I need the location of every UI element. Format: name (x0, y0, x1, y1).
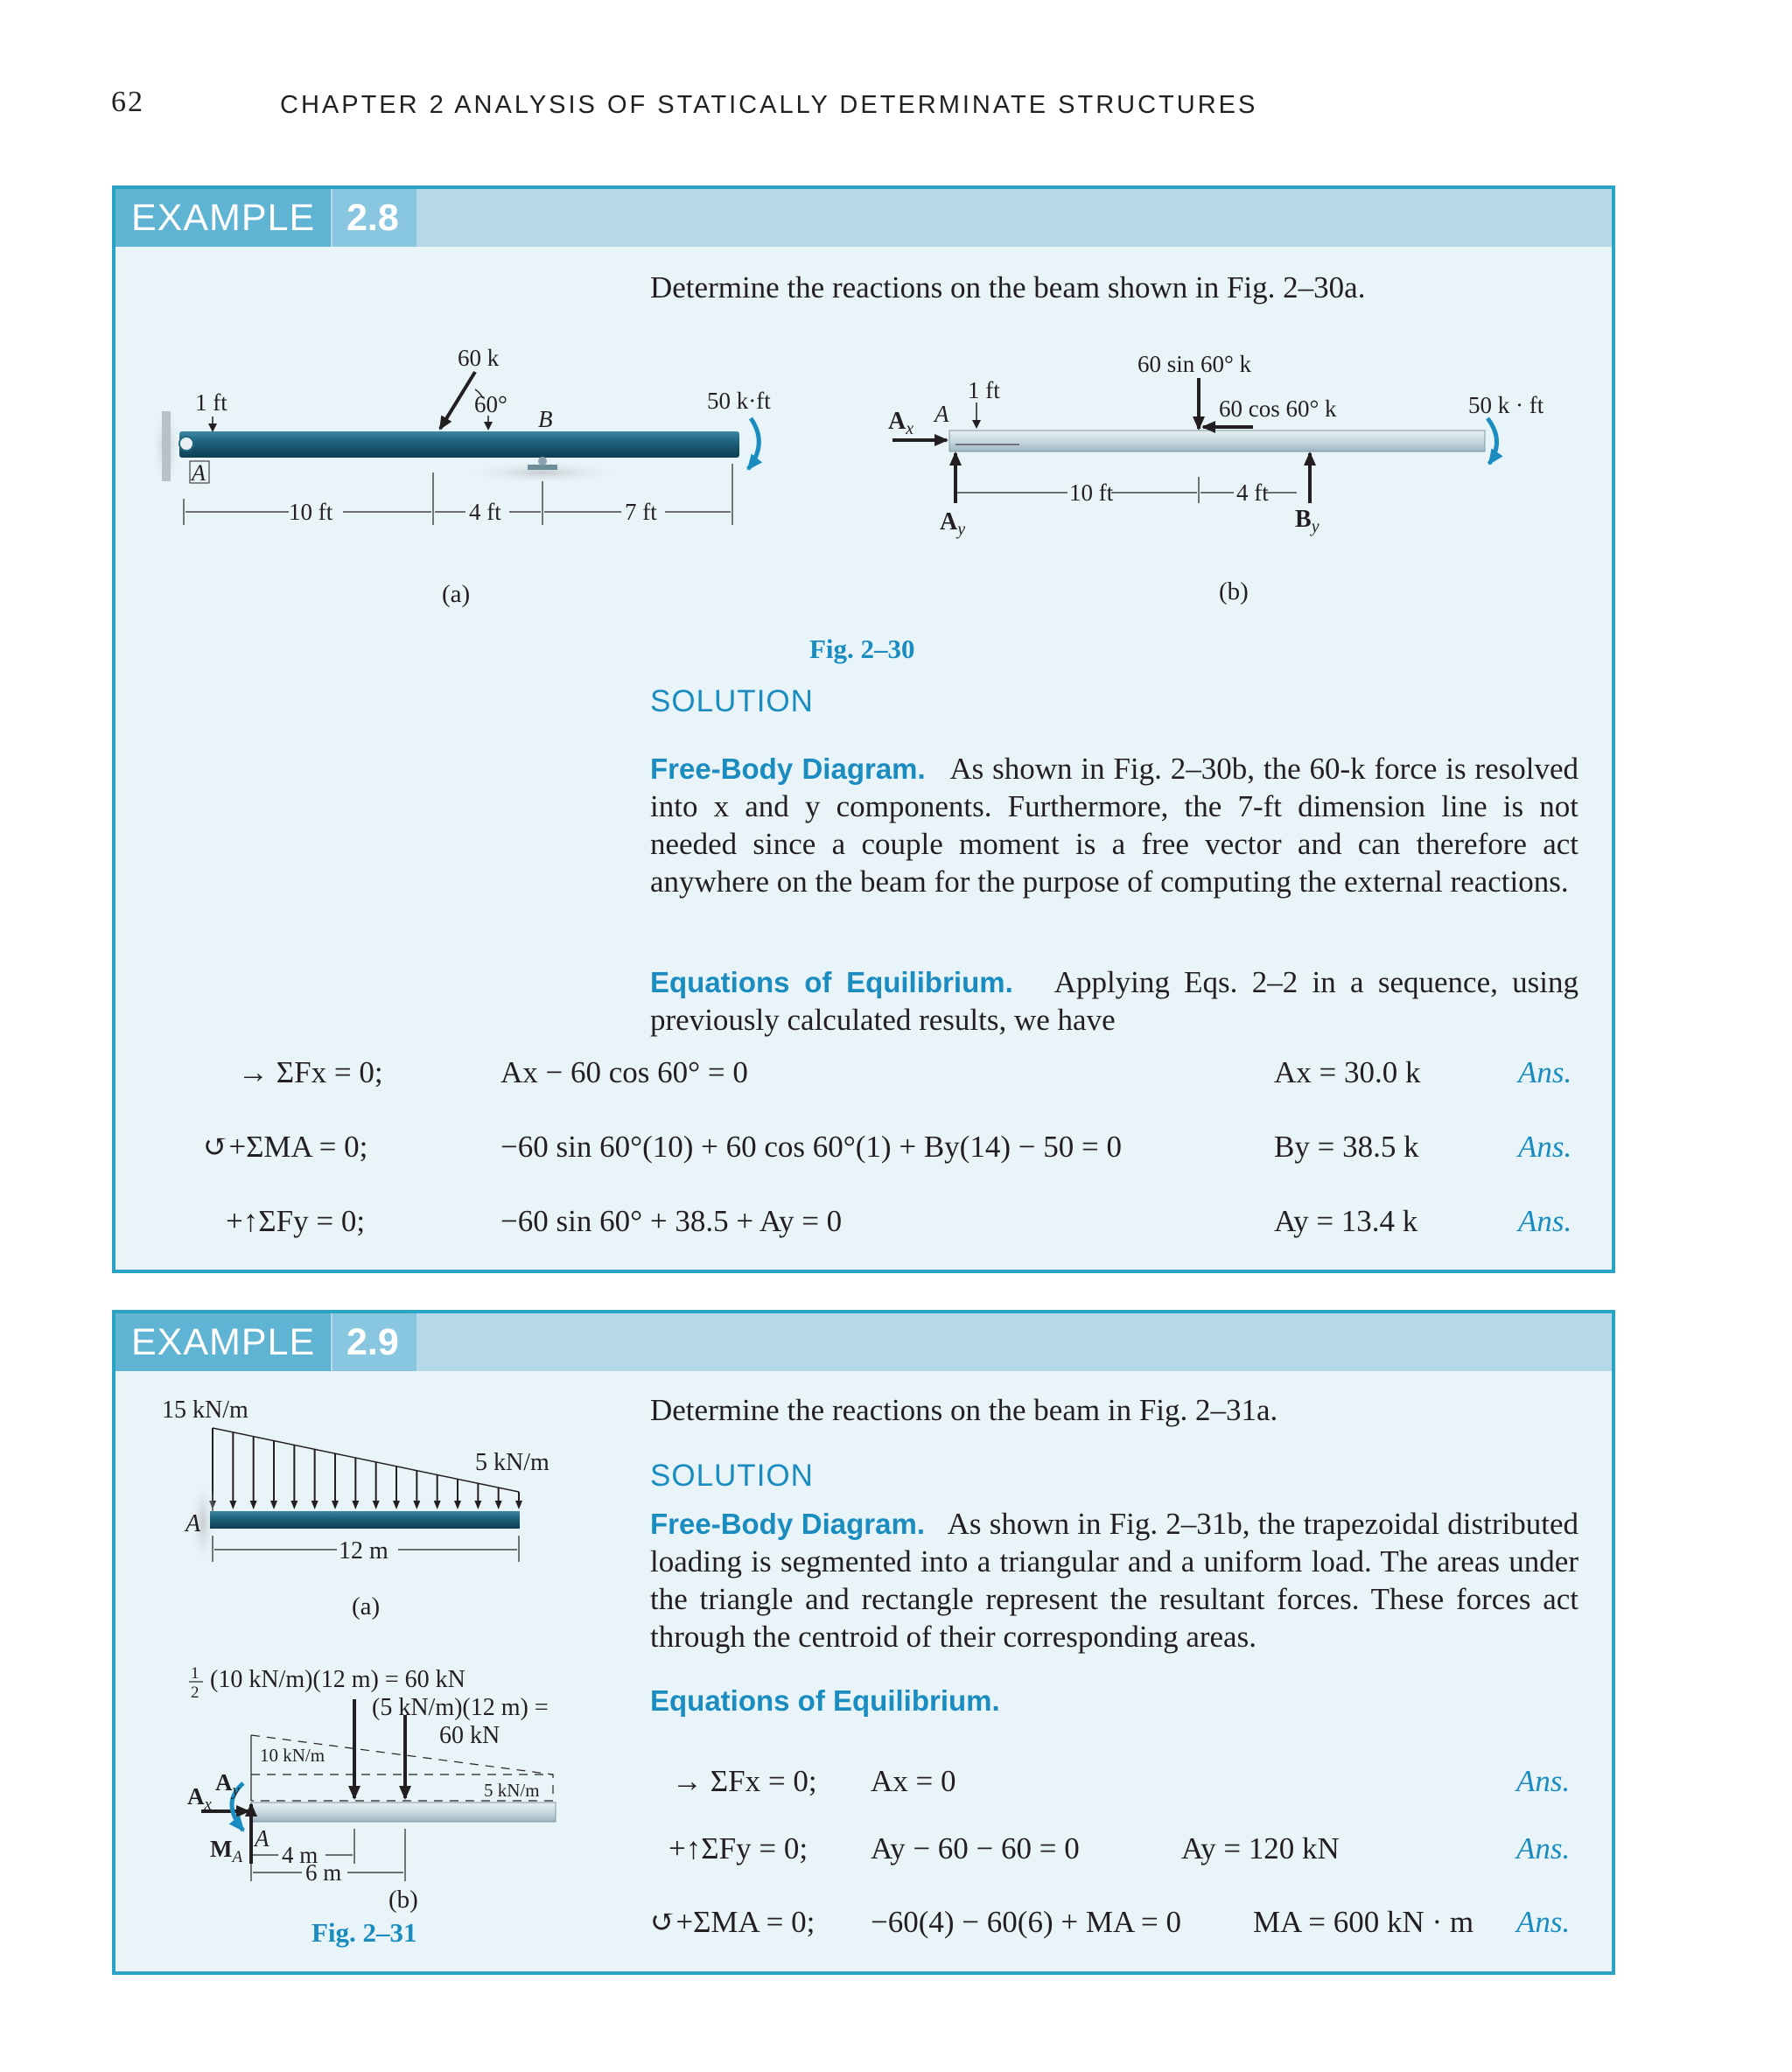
eq4-expression: Ax = 0 (871, 1764, 956, 1798)
load-arrow-head (413, 1501, 420, 1509)
load-arrow-head (229, 1501, 236, 1509)
eq1-result: Ax = 30.0 k (1274, 1055, 1421, 1089)
tri-load-label: 10 kN/m (260, 1745, 326, 1766)
load-5-label: 5 kN/m (475, 1449, 550, 1476)
dim-6m: 6 m (305, 1859, 342, 1886)
point-a-2-31b: A (255, 1825, 270, 1852)
eq6-ans: Ans. (1516, 1905, 1571, 1939)
example-label: EXAMPLE (116, 1313, 331, 1371)
point-b-label: B (538, 406, 553, 432)
eq5-expression: Ay − 60 − 60 = 0 (871, 1831, 1080, 1866)
load-arrow-head (373, 1501, 380, 1509)
caption-a: (a) (442, 580, 471, 608)
eq2-result: By = 38.5 k (1274, 1130, 1419, 1164)
rect-load-label: 5 kN/m (484, 1780, 540, 1801)
dim-1ft-label: 1 ft (195, 389, 228, 416)
point-a-b: A (934, 401, 949, 427)
eq2-expression: −60 sin 60°(10) + 60 cos 60°(1) + By(14) − 50 = 0 (500, 1130, 1122, 1164)
load-arrow-head (495, 1501, 502, 1509)
caption-b: (b) (1219, 578, 1249, 606)
dim-1ft-b: 1 ft (968, 377, 1000, 403)
span-label: 12 m (339, 1537, 388, 1564)
eq1-condition: → ΣFx = 0; (238, 1055, 383, 1089)
ay-label: $A_y$ (940, 508, 966, 539)
ma-label: $M_A$ (210, 1836, 243, 1866)
eq3-expression: −60 sin 60° + 38.5 + Ay = 0 (500, 1204, 843, 1238)
load-envelope (213, 1428, 519, 1492)
eq5-result: Ay = 120 kN (1181, 1831, 1340, 1866)
eq3-result: Ay = 13.4 k (1274, 1204, 1418, 1238)
eq5-ans: Ans. (1516, 1831, 1571, 1866)
dim-10ft-b: 10 ft (1069, 480, 1114, 506)
fbd-heading-2-9: Free-Body Diagram. (650, 1508, 926, 1540)
moment-label-b: 50 k · ft (1468, 392, 1544, 418)
dim-4ft-a: 4 ft (469, 499, 501, 525)
point-a-label: A (192, 460, 206, 486)
eq2-ans: Ans. (1518, 1130, 1572, 1164)
eq6-expression: −60(4) − 60(6) + MA = 0 (871, 1905, 1182, 1939)
by-label: $B_y$ (1295, 506, 1320, 536)
beam-2-31b (251, 1802, 556, 1822)
eq-heading: Equations of Equilibrium. (650, 966, 1013, 998)
eq3-ans: Ans. (1518, 1204, 1572, 1238)
fbd-text: As shown in Fig. 2–30b, the 60-k force is resolved into x and y components. Furthermore, the 7-ft dimension line is not needed since a couple moment is a free vector and can therefore act anywhere on the beam for the purpose of computing the external reactions. (650, 752, 1578, 899)
example-label: EXAMPLE (116, 189, 331, 247)
moment-label-a: 50 k·ft (707, 388, 771, 414)
eq2-condition: ↺+ΣMA = 0; (203, 1130, 368, 1164)
load-arrow-head (454, 1501, 461, 1509)
eq4-condition: → ΣFx = 0; (672, 1764, 817, 1798)
solution-label-2-9: SOLUTION (650, 1459, 814, 1493)
dim-10ft-a: 10 ft (289, 499, 333, 525)
half-denominator: 2 (191, 1684, 200, 1702)
problem-statement-2-9: Determine the reactions on the beam in Fig. 2–31a. (650, 1393, 1278, 1427)
load-arrow-head (332, 1501, 339, 1509)
load-arrow-head (290, 1501, 298, 1509)
load-arrow-head (474, 1501, 481, 1509)
ax-label: $A_x$ (888, 408, 914, 438)
rect-force-line1: (5 kN/m)(12 m) = (372, 1694, 549, 1721)
load-arrow-head (352, 1501, 359, 1509)
load-arrow-head (434, 1501, 441, 1509)
fbd-text-2-9: As shown in Fig. 2–31b, the trapezoidal distributed loading is segmented into a triangular and a uniform load. The areas under the triangle and rectangle represent the resultant forces. These forces act through the centroid of their corresponding areas. (650, 1507, 1578, 1654)
caption-2-31a: (a) (352, 1592, 381, 1620)
half-numerator: 1 (191, 1664, 200, 1683)
load-arrow-head (515, 1501, 522, 1509)
caption-2-31b: (b) (388, 1886, 418, 1914)
force-60k-label: 60 k (458, 345, 500, 371)
eq6-result: MA = 600 kN · m (1253, 1905, 1474, 1939)
example-number: 2.9 (332, 1313, 416, 1371)
fbd-heading: Free-Body Diagram. (650, 752, 926, 785)
problem-statement: Determine the reactions on the beam shown in Fig. 2–30a. (650, 270, 1366, 304)
dim-4m: 4 m (282, 1842, 318, 1868)
eq3-condition: +↑ΣFy = 0; (226, 1204, 366, 1238)
example-number: 2.8 (332, 189, 416, 247)
dim-7ft-a: 7 ft (625, 499, 657, 525)
beam-2-31a (210, 1511, 520, 1529)
load-arrow-head (312, 1501, 318, 1509)
load-15-label: 15 kN/m (162, 1396, 248, 1424)
ay-label-2-31: $A_y$ (215, 1769, 240, 1800)
point-a-2-31a: A (186, 1510, 201, 1537)
rect-force-line2: 60 kN (439, 1722, 500, 1749)
eq6-condition: ↺+ΣMA = 0; (650, 1905, 816, 1939)
dim-4ft-b: 4 ft (1236, 480, 1269, 506)
angle-60-label: 60° (474, 391, 508, 417)
eq1-ans: Ans. (1518, 1055, 1572, 1089)
eq-heading-text: Equations of Equilibrium. (650, 1684, 1000, 1717)
figure-caption-2-31: Fig. 2–31 (312, 1917, 417, 1948)
page-number: 62 (111, 86, 144, 118)
vert-comp-label: 60 sin 60° k (1138, 351, 1252, 377)
load-arrow-head (250, 1501, 257, 1509)
load-arrow-head (270, 1501, 277, 1509)
figure-caption-2-30: Fig. 2–30 (809, 634, 915, 664)
horiz-comp-label: 60 cos 60° k (1219, 396, 1337, 422)
load-arrow-head (393, 1501, 400, 1509)
eq4-ans: Ans. (1516, 1764, 1571, 1798)
solution-label: SOLUTION (650, 684, 814, 718)
ax-label-2-31: $A_x$ (187, 1783, 212, 1814)
eq-text: Applying Eqs. 2–2 in a sequence, using previously calculated results, we have (650, 965, 1578, 1037)
chapter-title: CHAPTER 2 ANALYSIS OF STATICALLY DETERMINATE STRUCTURES (280, 91, 1258, 119)
tri-force-label: (10 kN/m)(12 m) = 60 kN (210, 1666, 466, 1693)
eq1-expression: Ax − 60 cos 60° = 0 (500, 1055, 748, 1089)
eq5-condition: +↑ΣFy = 0; (668, 1831, 808, 1866)
